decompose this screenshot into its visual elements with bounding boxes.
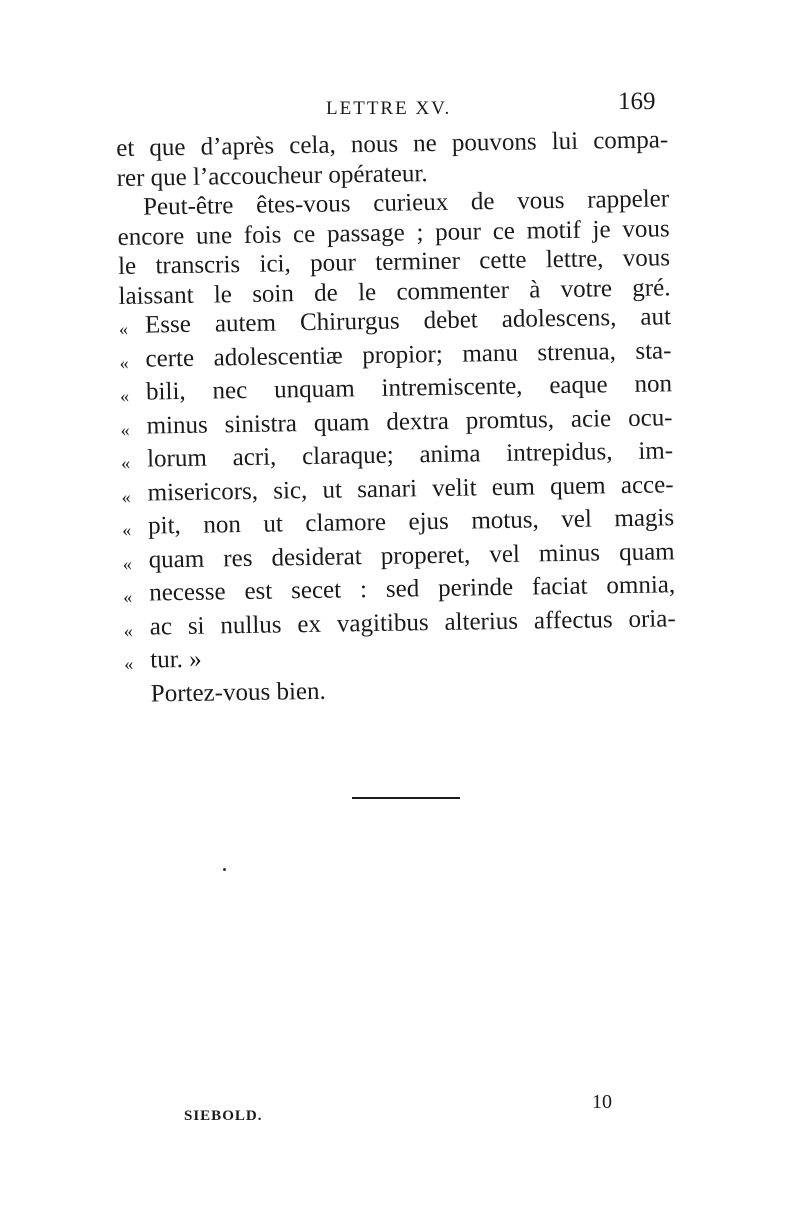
quote-text: tur. » [150, 645, 202, 674]
running-head: LETTRE XV. [326, 98, 452, 119]
text-line: encore une fois ce passage ; pour ce motif je vous [117, 214, 670, 251]
quote-text: quam res desiderat properet, vel minus quam [148, 537, 675, 574]
quote-text: certe adolescentiæ propior; manu strenua, sta- [145, 336, 672, 373]
quote-mark: « [122, 553, 132, 574]
quote-text: misericors, sic, ut sanari velit eum quem acce- [147, 470, 674, 507]
quote-mark: « [124, 653, 134, 674]
closing-line: Portez-vous bien. [150, 677, 326, 708]
quote-mark: « [119, 385, 130, 406]
quote-mark: « [121, 486, 131, 507]
quote-mark: « [120, 419, 130, 440]
quote-mark: « [123, 620, 133, 641]
quote-text: ac si nullus ex vagitibus alterius affectus oria- [149, 604, 676, 641]
end-rule [352, 797, 460, 799]
text-line: et que d’après cela, nous ne pouvons lui compa- [116, 126, 669, 162]
signature-mark: SIEBOLD. [184, 1108, 263, 1124]
ink-speck [223, 868, 226, 871]
body-text [116, 125, 677, 709]
quote-mark: « [118, 318, 129, 339]
quote-text: pit, non ut clamore ejus motus, vel magis [147, 504, 675, 540]
quote-mark: « [122, 519, 132, 540]
text-line: Peut-être êtes-vous curieux de vous rappeler [142, 185, 670, 221]
sheet-number: 10 [592, 1091, 612, 1113]
text-line: rer que l’accoucheur opérateur. [116, 159, 428, 192]
quote-text: bili, nec unquam intremiscente, eaque non [145, 370, 673, 406]
quote-mark: « [121, 452, 131, 473]
text-line: le transcris ici, pour terminer cette lettre, vous [117, 244, 671, 280]
quote-text: Esse autem Chirurgus debet adolescens, aut [144, 303, 672, 339]
quote-mark: « [123, 586, 133, 607]
text-line: laissant le soin de le commenter à votre gré. [118, 273, 671, 310]
quote-text: necesse est secet : sed perinde faciat omnia, [149, 571, 676, 607]
page-number: 169 [618, 88, 656, 115]
quote-text: minus sinistra quam dextra promtus, acie ocu- [146, 403, 673, 440]
quote-text: lorum acri, claraque; anima intrepidus, im- [146, 437, 674, 473]
quote-mark: « [119, 352, 129, 373]
